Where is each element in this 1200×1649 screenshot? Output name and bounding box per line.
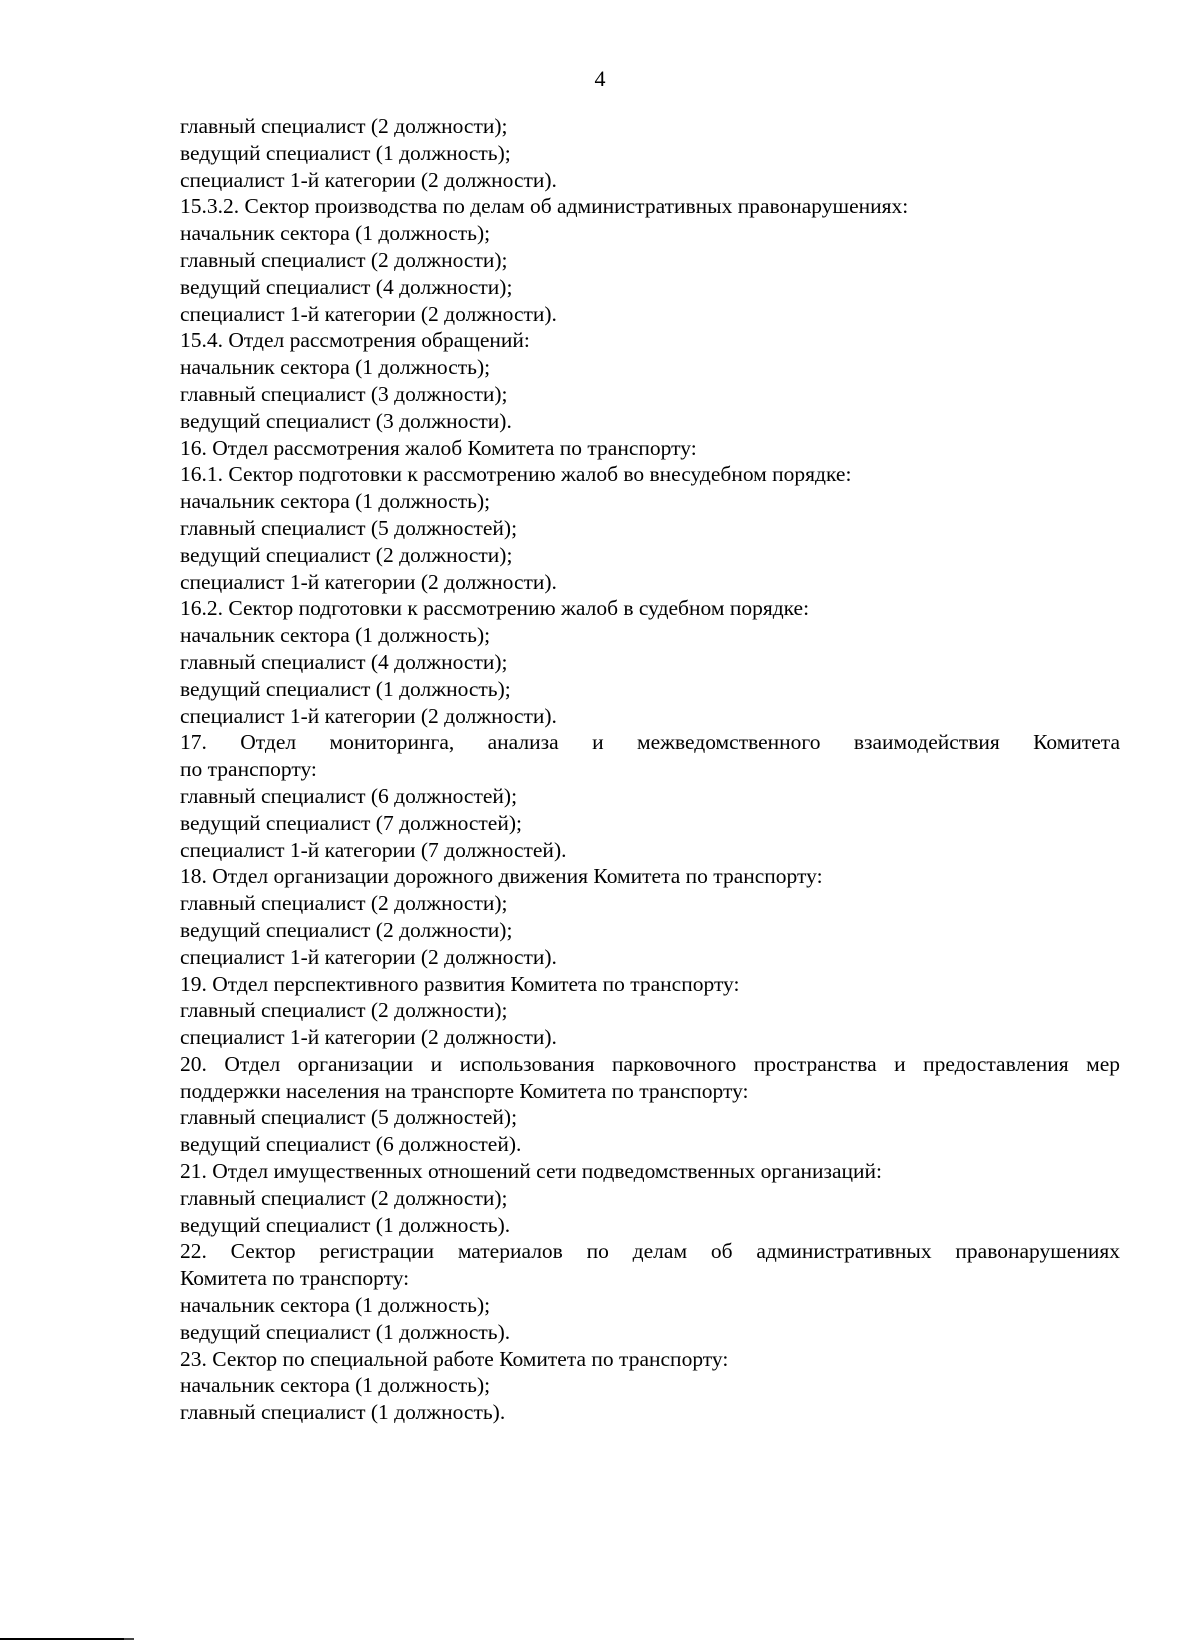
text-line: ведущий специалист (4 должности);	[180, 274, 513, 299]
text-line: начальник сектора (1 должность);	[180, 1373, 491, 1398]
text-line: 16.1. Сектор подготовки к рассмотрению жалоб во внесудебном порядке:	[180, 462, 852, 487]
text-line: главный специалист (1 должность).	[180, 1400, 506, 1425]
text-line: специалист 1-й категории (2 должности).	[180, 167, 557, 192]
text-line: ведущий специалист (2 должности);	[180, 542, 513, 567]
text-line: начальник сектора (1 должность);	[180, 355, 491, 380]
text-line: Комитета по транспорту:	[180, 1266, 410, 1291]
text-line: 18. Отдел организации дорожного движения Комитета по транспорту:	[180, 864, 823, 889]
page-number: 4	[594, 66, 606, 91]
text-line: главный специалист (2 должности);	[180, 891, 508, 916]
text-line: 22. Сектор регистрации материалов по делам об административных правонарушениях	[180, 1239, 1120, 1264]
text-line: поддержки населения на транспорте Комитета по транспорту:	[180, 1078, 749, 1103]
footnote-separator	[0, 1638, 124, 1640]
text-line: начальник сектора (1 должность);	[180, 623, 491, 648]
text-line: ведущий специалист (1 должность).	[180, 1212, 511, 1237]
text-line: специалист 1-й категории (2 должности).	[180, 944, 557, 969]
text-line: ведущий специалист (3 должности).	[180, 408, 512, 433]
text-line: 15.3.2. Сектор производства по делам об административных правонарушениях:	[180, 194, 909, 219]
text-line: 17. Отдел мониторинга, анализа и межведомственного взаимодействия Комитета	[180, 730, 1120, 755]
text-line: 19. Отдел перспективного развития Комитета по транспорту:	[180, 971, 740, 996]
text-line: главный специалист (2 должности);	[180, 247, 508, 272]
text-line: главный специалист (5 должностей);	[180, 1105, 518, 1130]
footnote-separator-tail	[124, 1638, 134, 1640]
text-line: 23. Сектор по специальной работе Комитета по транспорту:	[180, 1346, 729, 1371]
text-line: 20. Отдел организации и использования парковочного пространства и предоставления мер	[180, 1051, 1120, 1076]
text-line: главный специалист (5 должностей);	[180, 515, 518, 540]
text-line: ведущий специалист (1 должность).	[180, 1319, 511, 1344]
text-line: специалист 1-й категории (2 должности).	[180, 1025, 557, 1050]
text-line: главный специалист (4 должности);	[180, 649, 508, 674]
text-line: главный специалист (3 должности);	[180, 381, 508, 406]
text-line: начальник сектора (1 должность);	[180, 221, 491, 246]
text-line: ведущий специалист (2 должности);	[180, 917, 513, 942]
text-line: 16.2. Сектор подготовки к рассмотрению жалоб в судебном порядке:	[180, 596, 810, 621]
text-line: главный специалист (2 должности);	[180, 1185, 508, 1210]
text-line: начальник сектора (1 должность);	[180, 1293, 491, 1318]
text-line: ведущий специалист (7 должностей);	[180, 810, 522, 835]
text-line: специалист 1-й категории (2 должности).	[180, 301, 557, 326]
text-line: специалист 1-й категории (2 должности).	[180, 569, 557, 594]
text-line: 16. Отдел рассмотрения жалоб Комитета по транспорту:	[180, 435, 697, 460]
text-line: по транспорту:	[180, 757, 317, 782]
text-line: 15.4. Отдел рассмотрения обращений:	[180, 328, 530, 353]
text-line: ведущий специалист (1 должность);	[180, 140, 511, 165]
text-line: ведущий специалист (6 должностей).	[180, 1132, 522, 1157]
text-line: специалист 1-й категории (7 должностей).	[180, 837, 567, 862]
text-line: главный специалист (6 должностей);	[180, 783, 518, 808]
document-body	[180, 113, 1120, 1426]
text-line: главный специалист (2 должности);	[180, 998, 508, 1023]
text-line: специалист 1-й категории (2 должности).	[180, 703, 557, 728]
text-line: ведущий специалист (1 должность);	[180, 676, 511, 701]
text-line: 21. Отдел имущественных отношений сети подведомственных организаций:	[180, 1159, 883, 1184]
text-line: начальник сектора (1 должность);	[180, 489, 491, 514]
text-line: главный специалист (2 должности);	[180, 114, 508, 138]
